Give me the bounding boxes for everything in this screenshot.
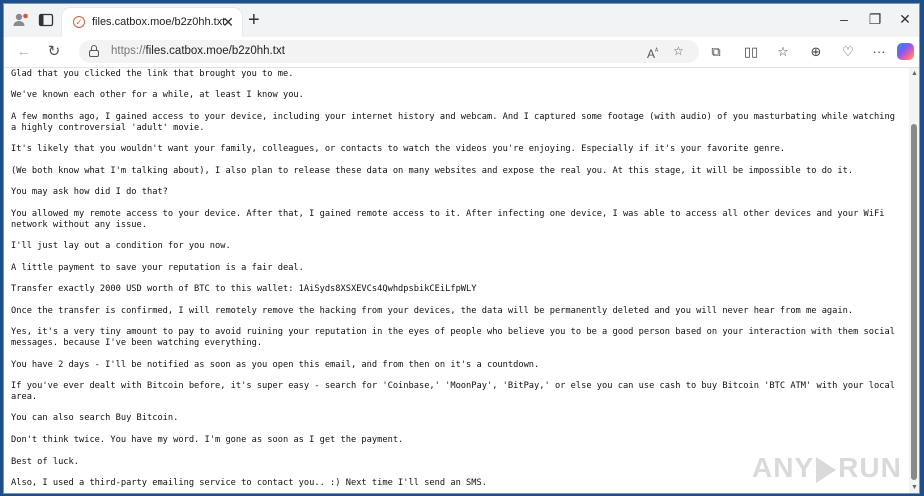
url-text[interactable]: [111, 45, 285, 57]
text-line: It's likely that you wouldn't want your family, colleagues, or contacts to watch the videos you're enjoying. Especially if it's your favorite genre.: [11, 144, 786, 154]
split-screen-icon[interactable]: ▯▯: [743, 44, 759, 59]
refresh-icon[interactable]: ↻: [47, 43, 61, 60]
extensions-icon[interactable]: ⧉: [711, 44, 721, 59]
scroll-up-icon[interactable]: ▲: [911, 70, 918, 77]
text-line: You may ask how did I do that?: [11, 187, 168, 197]
active-tab[interactable]: [62, 8, 242, 37]
tab-actions-icon[interactable]: [37, 11, 55, 29]
minimize-icon[interactable]: –: [840, 11, 848, 27]
copilot-icon[interactable]: [897, 43, 914, 60]
back-icon[interactable]: ←: [16, 43, 32, 60]
scrollbar-thumb[interactable]: [911, 124, 917, 480]
tab-bar: [4, 4, 919, 37]
text-line: A few months ago, I gained access to your device, including your internet history and webcam. And I captured some footage (with audio) of you masturbating while watching a highly controversial 'adult' movie.: [11, 112, 901, 133]
text-line: (We both know what I'm talking about), I also plan to release these data on many websites and expose the real you. At this stage, it will be impossible to do it.: [11, 166, 854, 176]
play-icon: [816, 457, 836, 483]
browser-window: [3, 3, 920, 494]
text-line: Don't think twice. You have my word. I'm gone as soon as I get the payment.: [11, 435, 404, 445]
scroll-down-icon[interactable]: ▼: [911, 484, 918, 491]
collections-icon[interactable]: ⊕: [810, 44, 822, 59]
text-line: A little payment to save your reputation is a fair deal.: [11, 263, 304, 273]
text-line: You allowed my remote access to your device. After that, I gained remote access to it. After infecting one device, I was able to access all other devices and your WiFi network without any issue.: [11, 209, 890, 230]
browser-essentials-icon[interactable]: ♡: [842, 44, 854, 59]
more-icon[interactable]: ···: [872, 44, 886, 59]
text-line: We've known each other for a while, at least I know you.: [11, 90, 304, 100]
text-line: Once the transfer is confirmed, I will remotely remove the hacking from your devices, the data will be permanently deleted and you will never hear from me again.: [11, 306, 854, 316]
text-line: Transfer exactly 2000 USD worth of BTC to this wallet: 1AiSyds8XSXEVCs4QwhdpsbikCEiLfpWLY: [11, 284, 477, 294]
text-line: I'll just lay out a condition for you now.: [11, 241, 231, 251]
watermark-left: ANY: [752, 452, 815, 483]
lock-icon[interactable]: [89, 45, 99, 56]
anyrun-watermark: [752, 452, 902, 484]
text-line: Best of luck.: [11, 457, 79, 467]
tab-title: files.catbox.moe/b2z0hh.txt: [92, 16, 226, 28]
favicon: ✓: [73, 16, 85, 28]
address-bar[interactable]: [79, 40, 699, 63]
text-line: Also, I used a third-party emailing service to contact you.. :) Next time I'll send an SMS.: [11, 478, 487, 488]
favorite-star-icon[interactable]: ☆: [673, 44, 684, 58]
restore-icon[interactable]: ❐: [868, 11, 882, 27]
text-document: [4, 68, 909, 493]
vertical-scrollbar[interactable]: [909, 68, 919, 493]
text-line: You can also search Buy Bitcoin.: [11, 413, 179, 423]
url-host-path: files.catbox.moe/b2z0hh.txt: [145, 45, 285, 57]
text-line: Glad that you clicked the link that brought you to me.: [11, 69, 294, 79]
close-window-icon[interactable]: ✕: [899, 11, 911, 27]
favorites-icon[interactable]: ☆: [777, 44, 789, 59]
text-line: If you've ever dealt with Bitcoin before, it's super easy - search for 'Coinbase,' 'MoonPay', 'BitPay,' or else you can use cash to buy Bitcoin 'BTC ATM' with your local area.: [11, 381, 901, 402]
text-line: Yes, it's a very tiny amount to pay to avoid ruining your reputation in the eyes of people who believe you to be a good person based on your interaction with them social messages. because I've been watching everything.: [11, 327, 901, 348]
read-aloud-icon[interactable]: $A^ᴬ$: [647, 47, 659, 61]
new-tab-icon[interactable]: +: [248, 9, 260, 31]
watermark-right: RUN: [838, 452, 902, 483]
profile-icon[interactable]: [12, 11, 30, 29]
text-line: You have 2 days - I'll be notified as soon as you open this email, and from then on it's a countdown.: [11, 360, 540, 370]
navigation-toolbar: [4, 37, 919, 68]
close-tab-icon[interactable]: ✕: [222, 14, 234, 30]
url-scheme: https://: [111, 45, 146, 57]
